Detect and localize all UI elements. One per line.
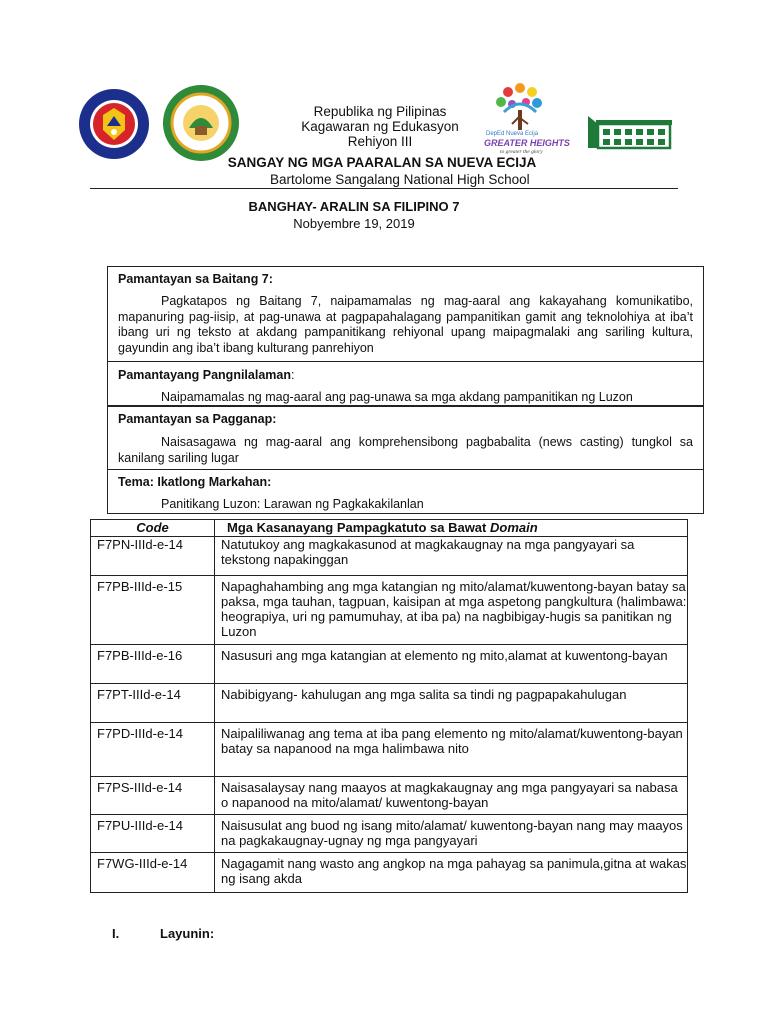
- pangnilalaman-title-colon: :: [290, 368, 295, 382]
- table-row: [91, 777, 688, 815]
- header-school: Bartolome Sangalang National High School: [270, 172, 530, 187]
- pangnilalaman-title: [118, 368, 294, 382]
- row-code: F7PB-IIId-e-16: [91, 645, 215, 684]
- greater-heights-main-text: GREATER HEIGHTS: [484, 138, 570, 148]
- pangnilalaman-title-text: Pamantayang Pangnilalaman: [118, 368, 291, 382]
- pagganap-box: [107, 406, 704, 470]
- row-code: F7PB-IIId-e-15: [91, 576, 215, 645]
- row-description: Nabibigyang- kahulugan ang mga salita sa tindi ng pagpapakahulugan: [215, 684, 688, 723]
- row-code: F7PS-IIId-e-14: [91, 777, 215, 815]
- baitang-title: Pamantayan sa Baitang 7:: [118, 272, 273, 286]
- pagganap-body: Naisasagawa ng mag-aaral ang komprehensibong pagbabalita (news casting) tungkol sa kanilang sariling lugar: [118, 435, 693, 465]
- tema-title: Tema: Ikatlong Markahan:: [118, 475, 272, 489]
- header-republic: Republika ng Pilipinas: [313, 104, 447, 119]
- row-code: F7PN-IIId-e-14: [91, 537, 215, 576]
- tema-box: [107, 469, 704, 514]
- header-rule: [90, 188, 678, 189]
- baitang-body: Pagkatapos ng Baitang 7, naipamamalas ng mag-aaral ang kakayahang komunikatibo, mapanuring pag-iisip, at pag-unawa at pagpapahalagang pampanitikan gamit ang teknolohiya at iba’t ibang uri ng teksto at akdang pampanitikang rehiyonal upang maipagmalaki ang sariling kultura, gayundin ang iba’t ibang kulturang panrehiyon: [118, 294, 693, 355]
- row-code: F7WG-IIId-e-14: [91, 853, 215, 893]
- row-description: Nagagamit nang wasto ang angkop na mga pahayag sa panimula,gitna at wakas ng isang akda: [215, 853, 688, 893]
- header-division: SANGAY NG MGA PAARALAN SA NUEVA ECIJA: [227, 155, 537, 170]
- pangnilalaman-box: [107, 362, 704, 406]
- row-description: Naipaliliwanag ang tema at iba pang elemento ng mito/alamat/kuwentong-bayan batay sa napanood na mga halimbawa nito: [215, 723, 688, 777]
- table-row: [91, 576, 688, 645]
- table-row: [91, 684, 688, 723]
- tema-body: Panitikang Luzon: Larawan ng Pagkakakilanlan: [161, 497, 424, 511]
- baitang-box: [107, 266, 704, 362]
- header-department: Kagawaran ng Edukasyon: [301, 119, 459, 134]
- section-layunin-label: Layunin:: [160, 926, 215, 941]
- row-description: Napaghahambing ang mga katangian ng mito/alamat/kuwentong-bayan batay sa paksa, mga tauhan, tagpuan, kaisipan at mga aspetong pangkultura (halimbawa: heograpiya, uri ng pamumuhay, at iba pa) na nagbibigay-hugis sa panitikan ng Luzon: [215, 576, 688, 645]
- header-code: [91, 520, 215, 537]
- header-code-text: Code: [136, 520, 169, 535]
- pangnilalaman-body: Naipamamalas ng mag-aaral ang pag-unawa sa mga akdang pampanitikan ng Luzon: [161, 390, 633, 404]
- row-code: F7PD-IIId-e-14: [91, 723, 215, 777]
- table-row: [91, 853, 688, 893]
- header-region: Rehiyon III: [347, 134, 413, 149]
- header-description-domain: Domain: [489, 520, 538, 535]
- table-row: [91, 815, 688, 853]
- table-header-row: [91, 520, 688, 537]
- row-description: Naisasalaysay nang maayos at magkakaugnay ang mga pangyayari sa nabasa o napanood na mito/alamat/ kuwentong-bayan: [215, 777, 688, 815]
- greater-heights-top-text: DepEd Nueva Ecija: [486, 131, 539, 137]
- header-description-text: Mga Kasanayang Pampagkatuto sa Bawat: [227, 520, 487, 535]
- doc-title: BANGHAY- ARALIN SA FILIPINO 7: [248, 199, 460, 214]
- doc-date: Nobyembre 19, 2019: [293, 216, 415, 231]
- row-code: F7PT-IIId-e-14: [91, 684, 215, 723]
- section-numeral: I.: [112, 926, 120, 941]
- table-row: [91, 645, 688, 684]
- table-row: [91, 537, 688, 576]
- row-description: Natutukoy ang magkakasunod at magkakaugnay na mga pangyayari sa tekstong napakinggan: [215, 537, 688, 576]
- header-description: [215, 520, 688, 537]
- row-description: Naisusulat ang buod ng isang mito/alamat/ kuwentong-bayan nang may maayos na pagkakaugnay-ugnay ng mga pangyayari: [215, 815, 688, 853]
- pagganap-title: Pamantayan sa Pagganap:: [118, 412, 277, 426]
- table-row: [91, 723, 688, 777]
- row-code: F7PU-IIId-e-14: [91, 815, 215, 853]
- row-description: Nasusuri ang mga katangian at elemento ng mito,alamat at kuwentong-bayan: [215, 645, 688, 684]
- competency-table: [90, 519, 688, 893]
- greater-heights-tagline: to greater the glory: [500, 149, 543, 155]
